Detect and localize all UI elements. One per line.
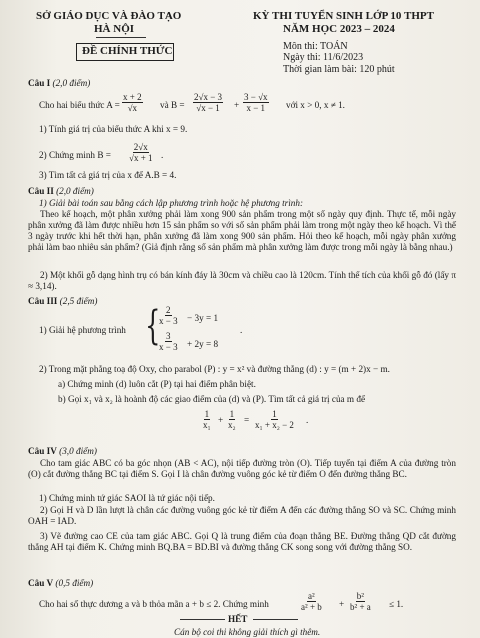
exam-duration: Thời gian làm bài: 120 phút (283, 64, 395, 75)
q3-eq1-rest: − 3y = 1 (187, 313, 219, 323)
header-underline (96, 37, 146, 38)
q3-part2b: b) Gọi x₁ và x₂ là hoành độ các giao điểm của (d) và (P). Tìm tất cả giá trị của m để (58, 394, 366, 404)
q4-intro: Cho tam giác ABC có ba góc nhọn (AB < AC), nội tiếp đường tròn (O). Tiếp tuyến tại điểm A của đường tròn (O) cắt đường thẳng BC tại điểm S. Gọi I là chân đường vuông góc kẻ từ điểm O đến đường thẳng BC. (28, 458, 456, 479)
q5-frac2: $\frac{\text{b²}}{\text{b² + a}}$ (350, 591, 371, 612)
end-mark: HẾT (228, 614, 248, 624)
q4-part1: 1) Chứng minh tứ giác SAOI là tứ giác nội tiếp. (39, 493, 215, 503)
q2-part2-text: 2) Một khối gỗ dạng hình trụ có bán kính đáy là 30cm và chiều cao là 120cm. Tính thể tích của khối gỗ đó (lấy π ≈ 3,14). (28, 270, 456, 291)
q3-heading: Câu III (2,5 điểm) (28, 296, 98, 306)
end-line-right (253, 619, 298, 620)
q1-part1: 1) Tính giá trị của biểu thức A khi x = 9. (39, 124, 188, 134)
q1-part2: 2) Chứng minh B = (39, 150, 111, 160)
q3-cond-equals: = (244, 415, 250, 425)
q3-cond-frac2: $\frac{1}{\text{x₂}}$ (228, 409, 236, 430)
q3-cond-frac1: $\frac{1}{\text{x₁}}$ (203, 409, 211, 430)
q1-expr-b2: $\frac{3 - √x}{x - 1}$ (244, 92, 268, 113)
exam-date: Ngày thi: 11/6/2023 (283, 52, 364, 63)
q3-part2a: a) Chứng minh (d) luôn cắt (P) tại hai điểm phân biệt. (58, 379, 256, 389)
q1-expr-b1: $\frac{2√x - 3}{√x - 1}$ (194, 92, 223, 113)
q3-part2-intro: 2) Trong mặt phẳng toạ độ Oxy, cho parabol (P) : y = x² và đường thẳng (d) : y = (m + 2)x − m. (39, 364, 390, 374)
q1-part2-end: . (161, 150, 164, 160)
q1-part2-fraction: $\frac{2√x}{√x + 1}$ (129, 142, 153, 163)
q1-part3: 3) Tìm tất cả giá trị của x để A.B = 4. (39, 170, 177, 180)
q5-plus: + (339, 599, 345, 609)
q1-plus: + (234, 100, 240, 110)
system-brace: { (145, 303, 161, 349)
q3-eq1-fraction: $\frac{2}{x - 3}$ (159, 305, 178, 326)
q5-heading: Câu V (0,5 điểm) (28, 578, 94, 588)
school-year: NĂM HỌC 2023 – 2024 (283, 23, 395, 35)
q1-heading: Câu I (2,0 điểm) (28, 78, 91, 88)
q3-eq2-fraction: $\frac{3}{x - 3}$ (159, 331, 178, 352)
footer-note: Cán bộ coi thi không giải thích gì thêm. (174, 627, 321, 637)
q3-cond-end: . (306, 415, 309, 425)
department-name: SỞ GIÁO DỤC VÀ ĐÀO TẠO (36, 10, 182, 22)
q4-part3: 3) Vẽ đường cao CE của tam giác ABC. Gọi Q là trung điểm của đoạn thẳng BE. Đường thẳng QD cắt đường thẳng AH tại điểm K. Chứng minh BQ.BA = BD.BI và đường thẳng CK song song với đường thẳng SO. (28, 531, 456, 552)
q3-part1: 1) Giải hệ phương trình (39, 325, 126, 335)
department-city: HÀ NỘI (94, 23, 135, 35)
q1-intro-a: Cho hai biểu thức A = (39, 100, 120, 110)
q4-part2: 2) Gọi H và D lần lượt là chân các đường vuông góc kẻ từ điểm A đến các đường thẳng SO và SC. Chứng minh OAH = IAD. (28, 505, 456, 526)
official-label: ĐỀ CHÍNH THỨC (82, 45, 173, 57)
q2-heading: Câu II (2,0 điểm) (28, 186, 94, 196)
q5-end: ≤ 1. (389, 599, 404, 609)
exam-subject: Môn thi: TOÁN (283, 41, 348, 52)
q5-frac1: $\frac{\text{a²}}{\text{a² + b}}$ (301, 591, 322, 612)
q1-condition: với x > 0, x ≠ 1. (286, 100, 345, 110)
q3-eq2-rest: + 2y = 8 (187, 339, 219, 349)
q3-cond-plus: + (218, 415, 224, 425)
q5-text: Cho hai số thực dương a và b thỏa mãn a + b ≤ 2. Chứng minh (39, 599, 269, 609)
q3-cond-frac3: $\frac{1}{\text{x₁ + x₂ − 2}}$ (255, 409, 294, 430)
q1-and-b: và B = (160, 100, 185, 110)
end-line-left (180, 619, 225, 620)
q2-part1-heading: 1) Giải bài toán sau bằng cách lập phương trình hoặc hệ phương trình: (39, 198, 304, 208)
q4-heading: Câu IV (3,0 điểm) (28, 446, 97, 456)
q2-part1-text: Theo kế hoạch, một phân xưởng phải làm xong 900 sản phẩm trong một số ngày quy định. Thực tế, mỗi ngày phân xưởng đã làm được nhiều hơn 15 sản phẩm so với số sản phẩm phải làm trong một ngày theo kế hoạch. Vì thế 3 ngày trước khi hết thời hạn, phân xưởng đã làm xong 900 sản phẩm. Hỏi theo kế hoạch, mỗi ngày phân xưởng phải làm bao nhiêu sản phẩm? (Giả định rằng số sản phẩm mà phân xưởng làm được trong mỗi ngày là bằng nhau.) (28, 209, 456, 252)
exam-title: KỲ THI TUYỂN SINH LỚP 10 THPT (253, 10, 434, 22)
q1-expr-a: $\frac{x + 2}{√x}$ (123, 92, 142, 113)
q3-system-end: . (240, 325, 243, 335)
